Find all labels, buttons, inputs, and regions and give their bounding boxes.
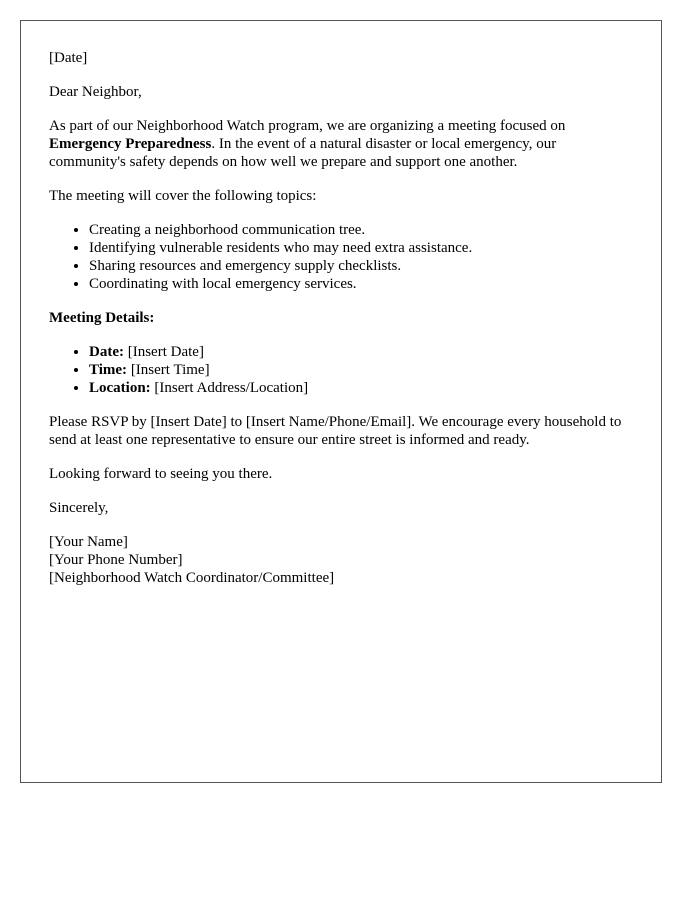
detail-label: Time: [89,362,128,378]
signature [49,533,633,587]
list-item: • Identifying vulnerable residents who may need extra assistance. [89,239,633,257]
date: [Date] [49,50,88,66]
list-item: • Sharing resources and emergency supply checklists. [89,257,633,275]
list-item [89,379,633,397]
detail-label: Date: [89,344,124,360]
closing-line: Looking forward to seeing you there. [49,466,273,482]
detail-label: Location: [89,380,151,396]
list-item: • Coordinating with local emergency services. [89,275,633,293]
intro-paragraph [49,117,633,171]
topics-intro: The meeting will cover the following topics: [49,188,317,204]
letter [20,20,662,783]
list-item [89,361,633,379]
detail-value: [Insert Address/Location] [150,380,309,396]
intro-text-after: . In the event of a natural disaster or local emergency, our community's safety depends on how well we prepare and support one another. [49,136,557,170]
detail-value: [Insert Time] [127,362,210,378]
salutation: Dear Neighbor, [49,84,142,100]
list-item: • Creating a neighborhood communication tree. [89,221,633,239]
details-heading [49,309,633,327]
signature-name: [Your Name] [49,534,128,550]
rsvp-paragraph: Please RSVP by [Insert Date] to [Insert Name/Phone/Email]. We encourage every household to send at least one representative to ensure our entire street is informed and ready. [49,414,622,448]
intro-text: As part of our Neighborhood Watch program, we are organizing a meeting focused on [49,118,566,134]
intro-bold: Emergency Preparedness [49,136,212,152]
signature-phone: [Your Phone Number] [49,552,183,568]
signature-title: [Neighborhood Watch Coordinator/Committee] [49,570,335,586]
details-list [49,343,633,397]
signoff: Sincerely, [49,500,109,516]
topics-list [49,221,633,293]
details-heading-text: Meeting Details: [49,310,155,326]
list-item [89,343,633,361]
detail-value: [Insert Date] [123,344,204,360]
